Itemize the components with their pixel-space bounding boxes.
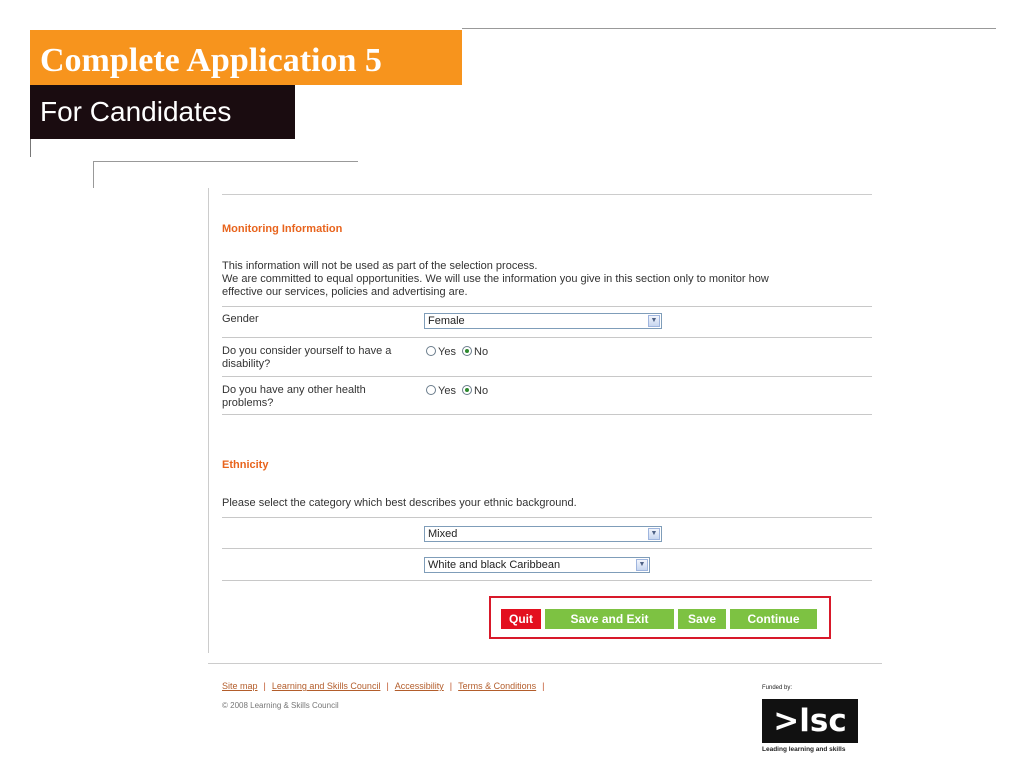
monitoring-heading: Monitoring Information <box>222 223 343 235</box>
ethnicity-category-select[interactable] <box>424 526 662 542</box>
chevron-down-icon[interactable]: ▼ <box>648 315 660 327</box>
lsc-logo: >lsc <box>762 699 858 743</box>
footer-separator: | <box>542 681 545 691</box>
footer-link-terms[interactable]: Terms & Conditions <box>458 681 537 691</box>
top-divider <box>462 28 996 29</box>
quit-button[interactable]: Quit <box>501 609 541 629</box>
row-divider <box>222 306 872 307</box>
frame-corner-vertical <box>93 161 94 188</box>
gender-select-value: Female <box>428 315 465 327</box>
disability-no-label: No <box>474 346 489 358</box>
gender-label: Gender <box>222 313 259 325</box>
save-button[interactable]: Save <box>678 609 726 629</box>
health-label: Do you have any other health problems? <box>222 384 366 409</box>
frame-corner-horizontal <box>93 161 358 162</box>
disability-label: Do you consider yourself to have a disability? <box>222 345 392 370</box>
intro-line-3: effective our services, policies and advertising are. <box>222 286 468 298</box>
left-tick-line <box>30 139 31 157</box>
intro-line-1: This information will not be used as part of the selection process. <box>222 260 538 272</box>
health-yes-radio[interactable] <box>426 385 436 395</box>
row-divider <box>222 337 872 338</box>
footer-link-site-map[interactable]: Site map <box>222 681 258 691</box>
health-no-label: No <box>474 385 489 397</box>
ethnicity-heading: Ethnicity <box>222 459 269 471</box>
row-divider <box>222 517 872 518</box>
row-divider <box>222 548 872 549</box>
content-top-divider <box>222 194 872 195</box>
page-title: Complete Application 5 <box>30 30 462 85</box>
footer-separator: | <box>386 681 389 691</box>
footer-separator: | <box>263 681 266 691</box>
funded-by-label: Funded by: <box>762 685 793 691</box>
row-divider <box>222 376 872 377</box>
save-and-exit-button[interactable]: Save and Exit <box>545 609 674 629</box>
lsc-tagline: Leading learning and skills <box>762 746 846 753</box>
health-yes-label: Yes <box>438 385 456 397</box>
content-left-border <box>208 188 209 653</box>
monitoring-intro <box>222 260 872 299</box>
footer-divider <box>208 663 882 664</box>
footer-link-lsc[interactable]: Learning and Skills Council <box>271 681 381 691</box>
disability-no-radio[interactable] <box>462 346 472 356</box>
health-radio-group <box>426 385 491 398</box>
disability-radio-group <box>426 346 491 359</box>
footer-separator: | <box>449 681 453 691</box>
row-divider <box>222 580 872 581</box>
footer-link-accessibility[interactable]: Accessibility <box>394 681 444 691</box>
ethnicity-subcategory-select[interactable] <box>424 557 650 573</box>
continue-button[interactable]: Continue <box>730 609 817 629</box>
chevron-down-icon[interactable]: ▼ <box>636 559 648 571</box>
ethnicity-subcategory-value: White and black Caribbean <box>428 559 561 571</box>
intro-line-2: We are committed to equal opportunities. We will use the information you give in this section only to monitor how <box>222 273 769 285</box>
gender-select[interactable] <box>424 313 662 329</box>
health-no-radio[interactable] <box>462 385 472 395</box>
disability-yes-label: Yes <box>438 346 456 358</box>
ethnicity-category-value: Mixed <box>428 528 458 540</box>
footer-links <box>222 681 551 691</box>
copyright-text: © 2008 Learning & Skills Council <box>222 701 339 710</box>
disability-yes-radio[interactable] <box>426 346 436 356</box>
row-divider <box>222 414 872 415</box>
chevron-down-icon[interactable]: ▼ <box>648 528 660 540</box>
page-subtitle: For Candidates <box>30 85 295 139</box>
ethnicity-instruction: Please select the category which best describes your ethnic background. <box>222 497 577 509</box>
